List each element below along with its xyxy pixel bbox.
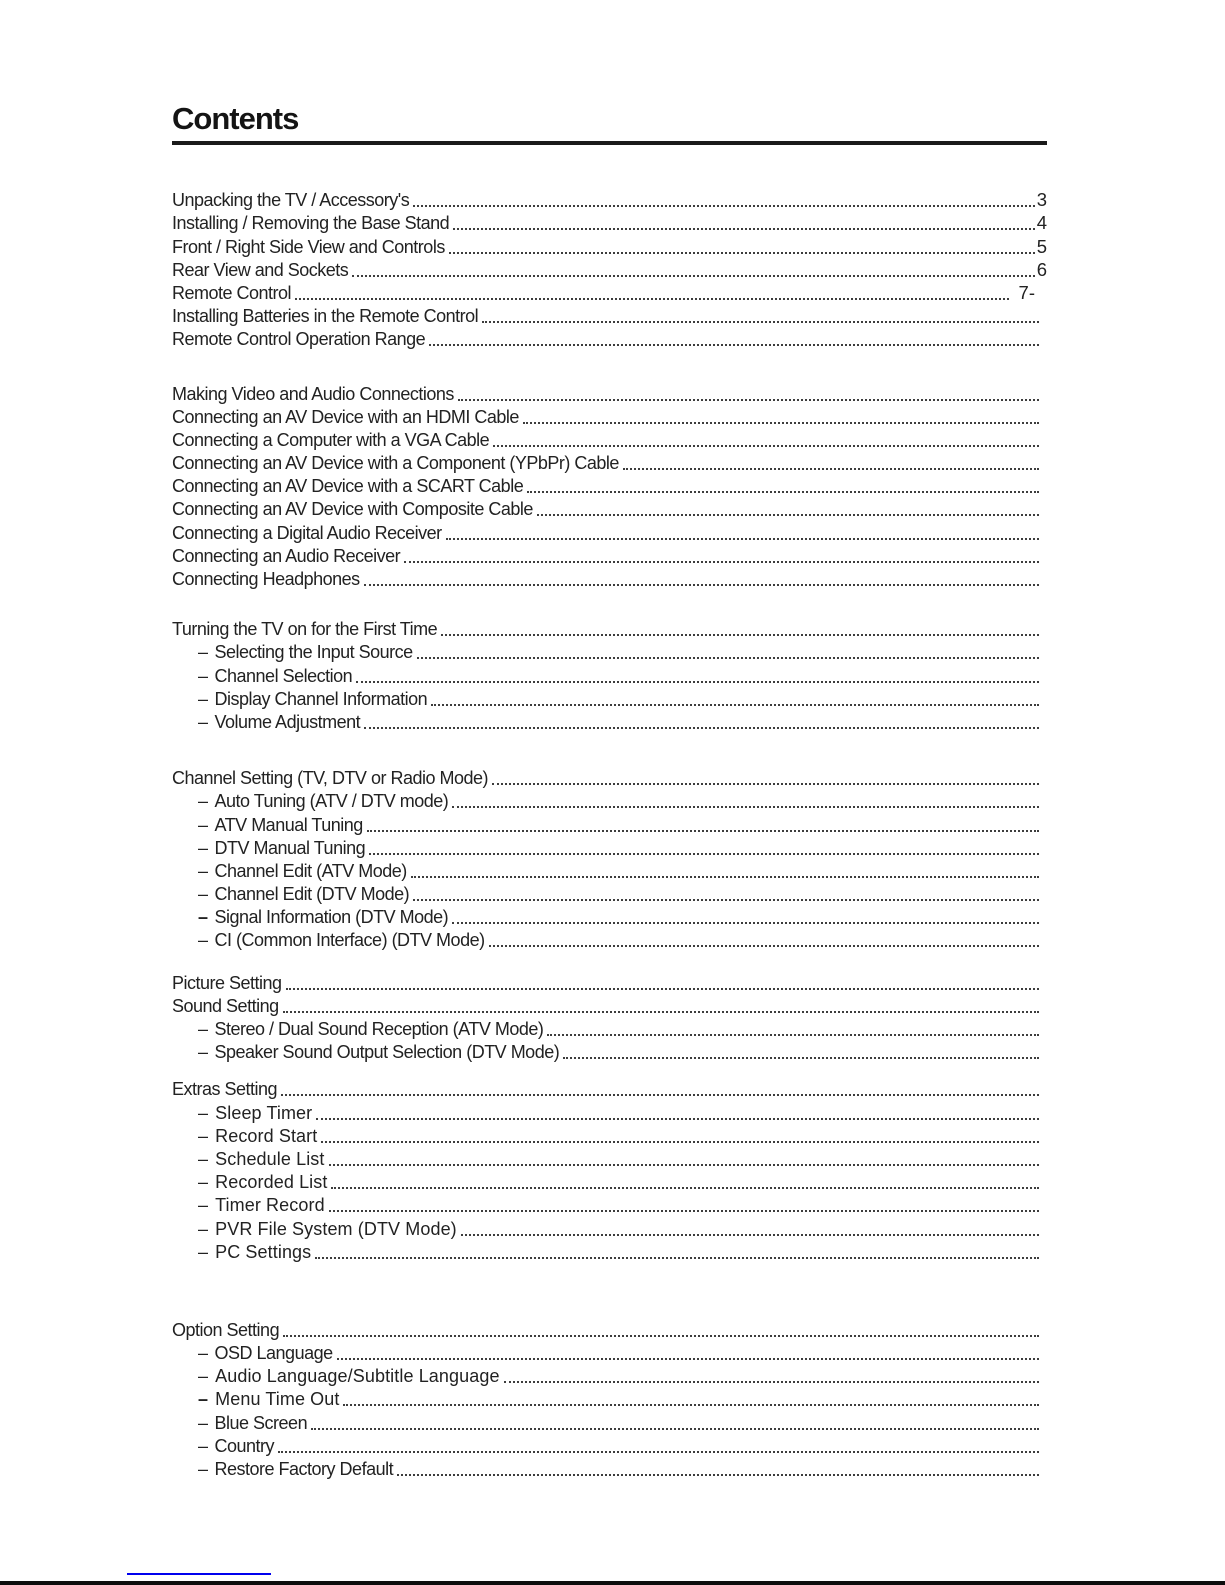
toc-entry	[172, 1364, 1047, 1387]
dotted-leader	[295, 298, 1008, 300]
toc-entry-label: Audio Language/Subtitle Language	[215, 1366, 500, 1387]
toc-entry	[172, 1457, 1047, 1480]
toc-entry	[172, 1017, 1047, 1040]
toc-entry-label: DTV Manual Tuning	[214, 837, 366, 858]
toc-entry-label: Option Setting	[172, 1319, 280, 1340]
toc-entry-label: Picture Setting	[172, 972, 282, 993]
toc-entry-label: Installing Batteries in the Remote Control	[172, 306, 479, 327]
dotted-leader	[413, 205, 1034, 207]
dash-bullet: –	[198, 1412, 208, 1433]
toc-entry	[172, 211, 1047, 234]
toc-entry	[172, 928, 1047, 951]
toc-section	[172, 970, 1047, 1063]
dash-bullet: –	[198, 1435, 208, 1456]
dotted-leader	[563, 1057, 1039, 1059]
toc-entry	[172, 640, 1047, 663]
toc-entry-label: OSD Language	[214, 1343, 333, 1364]
toc-entry-label: Connecting an AV Device with Composite Cable	[172, 499, 533, 520]
toc-entry	[172, 882, 1047, 905]
dash-bullet: –	[198, 1195, 209, 1216]
toc-entry-label: ATV Manual Tuning	[214, 814, 363, 835]
toc-entry-label: Connecting Headphones	[172, 569, 360, 589]
dotted-leader	[364, 727, 1039, 729]
dash-bullet: –	[198, 1218, 209, 1239]
dotted-leader	[452, 922, 1039, 924]
dotted-leader	[441, 634, 1039, 636]
dash-bullet: –	[198, 884, 208, 905]
toc-entry	[172, 234, 1047, 257]
toc-entry	[172, 994, 1047, 1017]
toc-entry-label: Sound Setting	[172, 995, 279, 1016]
toc-entry-label: Unpacking the TV / Accessory's	[172, 190, 410, 211]
toc-entry-label: Remote Control Operation Range	[172, 329, 426, 350]
dotted-leader	[356, 681, 1039, 683]
toc-entry-label: Connecting an AV Device with an HDMI Cable	[172, 406, 519, 427]
dotted-leader	[311, 1428, 1039, 1430]
dotted-leader	[352, 275, 1034, 277]
toc-entry-label: Connecting a Digital Audio Receiver	[172, 522, 442, 543]
toc-entry	[172, 687, 1047, 710]
toc-entry-label: Channel Edit (DTV Mode)	[214, 884, 410, 905]
dash-bullet: –	[198, 907, 208, 928]
dash-bullet: –	[198, 665, 208, 686]
dotted-leader	[413, 899, 1039, 901]
toc-entry	[172, 281, 1047, 304]
toc-entry-label: Volume Adjustment	[214, 711, 361, 732]
toc-entry-label: Connecting an AV Device with a Component (YPbPr) Cable	[172, 453, 619, 474]
toc-entry	[172, 1100, 1047, 1123]
dotted-leader	[397, 1474, 1039, 1476]
page-bottom-edge	[0, 1581, 1225, 1585]
dash-bullet: –	[198, 1148, 209, 1169]
toc-entry	[172, 1410, 1047, 1433]
toc-entry	[172, 1387, 1047, 1410]
toc-section	[172, 766, 1047, 952]
toc-entry	[172, 1147, 1047, 1170]
toc-entry-label: Installing / Removing the Base Stand	[172, 213, 450, 234]
toc-entry	[172, 617, 1047, 640]
toc-entry	[172, 451, 1047, 474]
page-number: 6	[1036, 258, 1047, 280]
toc-entry	[172, 766, 1047, 789]
toc-entry-label: Connecting an Audio Receiver	[172, 545, 401, 566]
dash-bullet: –	[198, 1459, 208, 1479]
dotted-leader	[417, 657, 1039, 659]
toc-entry	[172, 1040, 1047, 1063]
dash-bullet: –	[198, 814, 208, 835]
dash-bullet: –	[198, 930, 208, 951]
dotted-leader	[331, 1187, 1039, 1189]
dotted-leader	[283, 1335, 1039, 1337]
toc-entry	[172, 710, 1047, 733]
toc-entry	[172, 381, 1047, 404]
dotted-leader	[364, 584, 1039, 586]
dotted-leader	[461, 1234, 1039, 1236]
dotted-leader	[458, 399, 1039, 401]
page-title: Contents	[172, 101, 299, 136]
toc-entry-label: Record Start	[215, 1125, 318, 1146]
title-underline-rule	[172, 141, 1047, 145]
toc-entry-label: Channel Selection	[214, 665, 353, 686]
dash-bullet: –	[198, 837, 208, 858]
toc-sections	[172, 188, 1047, 1480]
toc-entry	[172, 567, 1047, 590]
toc-entry-label: Country	[214, 1435, 275, 1456]
dotted-leader	[315, 1257, 1039, 1259]
toc-entry-label: Connecting a Computer with a VGA Cable	[172, 429, 490, 450]
toc-entry	[172, 474, 1047, 497]
toc-entry-label: Speaker Sound Output Selection (DTV Mode)	[214, 1042, 560, 1063]
dash-bullet: –	[198, 1102, 209, 1123]
toc-entry-label: Making Video and Audio Connections	[172, 383, 454, 404]
toc-entry	[172, 905, 1047, 928]
page-number: 5	[1036, 235, 1047, 257]
toc-entry-label: Restore Factory Default	[214, 1459, 394, 1479]
page-number: 4	[1036, 212, 1047, 234]
toc-entry-label: Blue Screen	[214, 1412, 308, 1433]
dotted-leader	[369, 853, 1039, 855]
dotted-leader	[278, 1451, 1039, 1453]
footer-link-underline[interactable]	[127, 1573, 271, 1575]
toc-entry-label: Connecting an AV Device with a SCART Cable	[172, 476, 524, 497]
toc-entry	[172, 1341, 1047, 1364]
dotted-leader	[411, 876, 1039, 878]
toc-entry	[172, 1434, 1047, 1457]
toc-entry	[172, 544, 1047, 567]
toc-entry	[172, 836, 1047, 859]
dotted-leader	[453, 228, 1035, 230]
dotted-leader	[329, 1164, 1040, 1166]
toc-entry-label: Auto Tuning (ATV / DTV mode)	[214, 791, 449, 812]
toc-entry	[172, 327, 1047, 350]
dotted-leader	[537, 514, 1039, 516]
toc-entry	[172, 970, 1047, 993]
dotted-leader	[337, 1358, 1039, 1360]
dotted-leader	[329, 1210, 1039, 1212]
dotted-leader	[367, 830, 1039, 832]
toc-section	[172, 381, 1047, 590]
toc-entry	[172, 663, 1047, 686]
toc-entry-label: Turning the TV on for the First Time	[172, 619, 438, 640]
dotted-leader	[429, 344, 1039, 346]
dash-bullet: –	[198, 711, 208, 732]
toc-entry	[172, 1170, 1047, 1193]
toc-section	[172, 617, 1047, 733]
dotted-leader	[452, 806, 1039, 808]
toc-entry-label: Rear View and Sockets	[172, 259, 349, 280]
toc-entry-label: Display Channel Information	[214, 688, 428, 709]
dotted-leader	[489, 945, 1039, 947]
dash-bullet: –	[198, 688, 208, 709]
dotted-leader	[492, 783, 1039, 785]
dotted-leader	[316, 1118, 1039, 1120]
toc-entry-label: Selecting the Input Source	[214, 642, 413, 663]
dash-bullet: –	[198, 1042, 208, 1063]
dash-bullet: –	[198, 1019, 208, 1039]
dash-bullet: –	[198, 791, 208, 812]
dotted-leader	[523, 422, 1039, 424]
toc-entry	[172, 812, 1047, 835]
toc-entry	[172, 859, 1047, 882]
toc-entry-label: PC Settings	[215, 1241, 312, 1262]
dash-bullet: –	[198, 1343, 208, 1364]
dotted-leader	[281, 1094, 1039, 1096]
dash-bullet: –	[198, 1389, 209, 1410]
toc-entry	[172, 1240, 1047, 1263]
dotted-leader	[446, 538, 1039, 540]
toc-entry	[172, 405, 1047, 428]
toc-section	[172, 1077, 1047, 1263]
toc-entry	[172, 1216, 1047, 1239]
dotted-leader	[283, 1011, 1039, 1013]
toc-section	[172, 1318, 1047, 1480]
dash-bullet: –	[198, 1125, 209, 1146]
toc-entry	[172, 1318, 1047, 1341]
toc-entry-label: Schedule List	[215, 1148, 325, 1169]
toc-entry	[172, 304, 1047, 327]
toc-entry-label: Timer Record	[215, 1195, 325, 1216]
dotted-leader	[286, 988, 1039, 990]
toc-entry-label: Menu Time Out	[215, 1389, 340, 1410]
toc-entry	[172, 188, 1047, 211]
dotted-leader	[449, 252, 1035, 254]
dotted-leader	[482, 321, 1039, 323]
toc-entry	[172, 1193, 1047, 1216]
toc-entry-label: Front / Right Side View and Controls	[172, 236, 445, 257]
dotted-leader	[547, 1034, 1039, 1036]
dash-bullet: –	[198, 1366, 209, 1387]
toc-entry-label: PVR File System (DTV Mode)	[215, 1218, 457, 1239]
toc-entry-label: Stereo / Dual Sound Reception (ATV Mode)	[214, 1019, 544, 1039]
toc-entry-label: Channel Setting (TV, DTV or Radio Mode)	[172, 768, 488, 789]
toc-entry-label: Extras Setting	[172, 1079, 278, 1100]
toc-entry	[172, 1077, 1047, 1100]
toc-entry-label: Channel Edit (ATV Mode)	[214, 860, 407, 881]
dash-bullet: –	[198, 1241, 209, 1262]
toc-entry	[172, 428, 1047, 451]
toc-entry-label: Signal Information (DTV Mode)	[214, 907, 449, 928]
dotted-leader	[431, 704, 1039, 706]
toc-entry	[172, 497, 1047, 520]
toc-entry	[172, 258, 1047, 281]
dash-bullet: –	[198, 642, 208, 663]
contents-body	[172, 100, 1047, 1480]
toc-entry-label: Recorded List	[215, 1172, 328, 1193]
dotted-leader	[343, 1404, 1039, 1406]
page-number: 7-	[1018, 281, 1035, 303]
dotted-leader	[493, 445, 1039, 447]
toc-entry-label: Sleep Timer	[215, 1102, 313, 1123]
dash-bullet: –	[198, 860, 208, 881]
dotted-leader	[321, 1141, 1039, 1143]
toc-section	[172, 188, 1047, 350]
toc-entry	[172, 789, 1047, 812]
toc-entry	[172, 1124, 1047, 1147]
toc-entry	[172, 520, 1047, 543]
dotted-leader	[527, 491, 1039, 493]
dotted-leader	[504, 1381, 1039, 1383]
page-number: 3	[1036, 189, 1047, 211]
dash-bullet: –	[198, 1172, 209, 1193]
dotted-leader	[623, 468, 1039, 470]
dotted-leader	[404, 561, 1039, 563]
toc-entry-label: CI (Common Interface) (DTV Mode)	[214, 930, 485, 951]
toc-entry-label: Remote Control	[172, 282, 292, 303]
